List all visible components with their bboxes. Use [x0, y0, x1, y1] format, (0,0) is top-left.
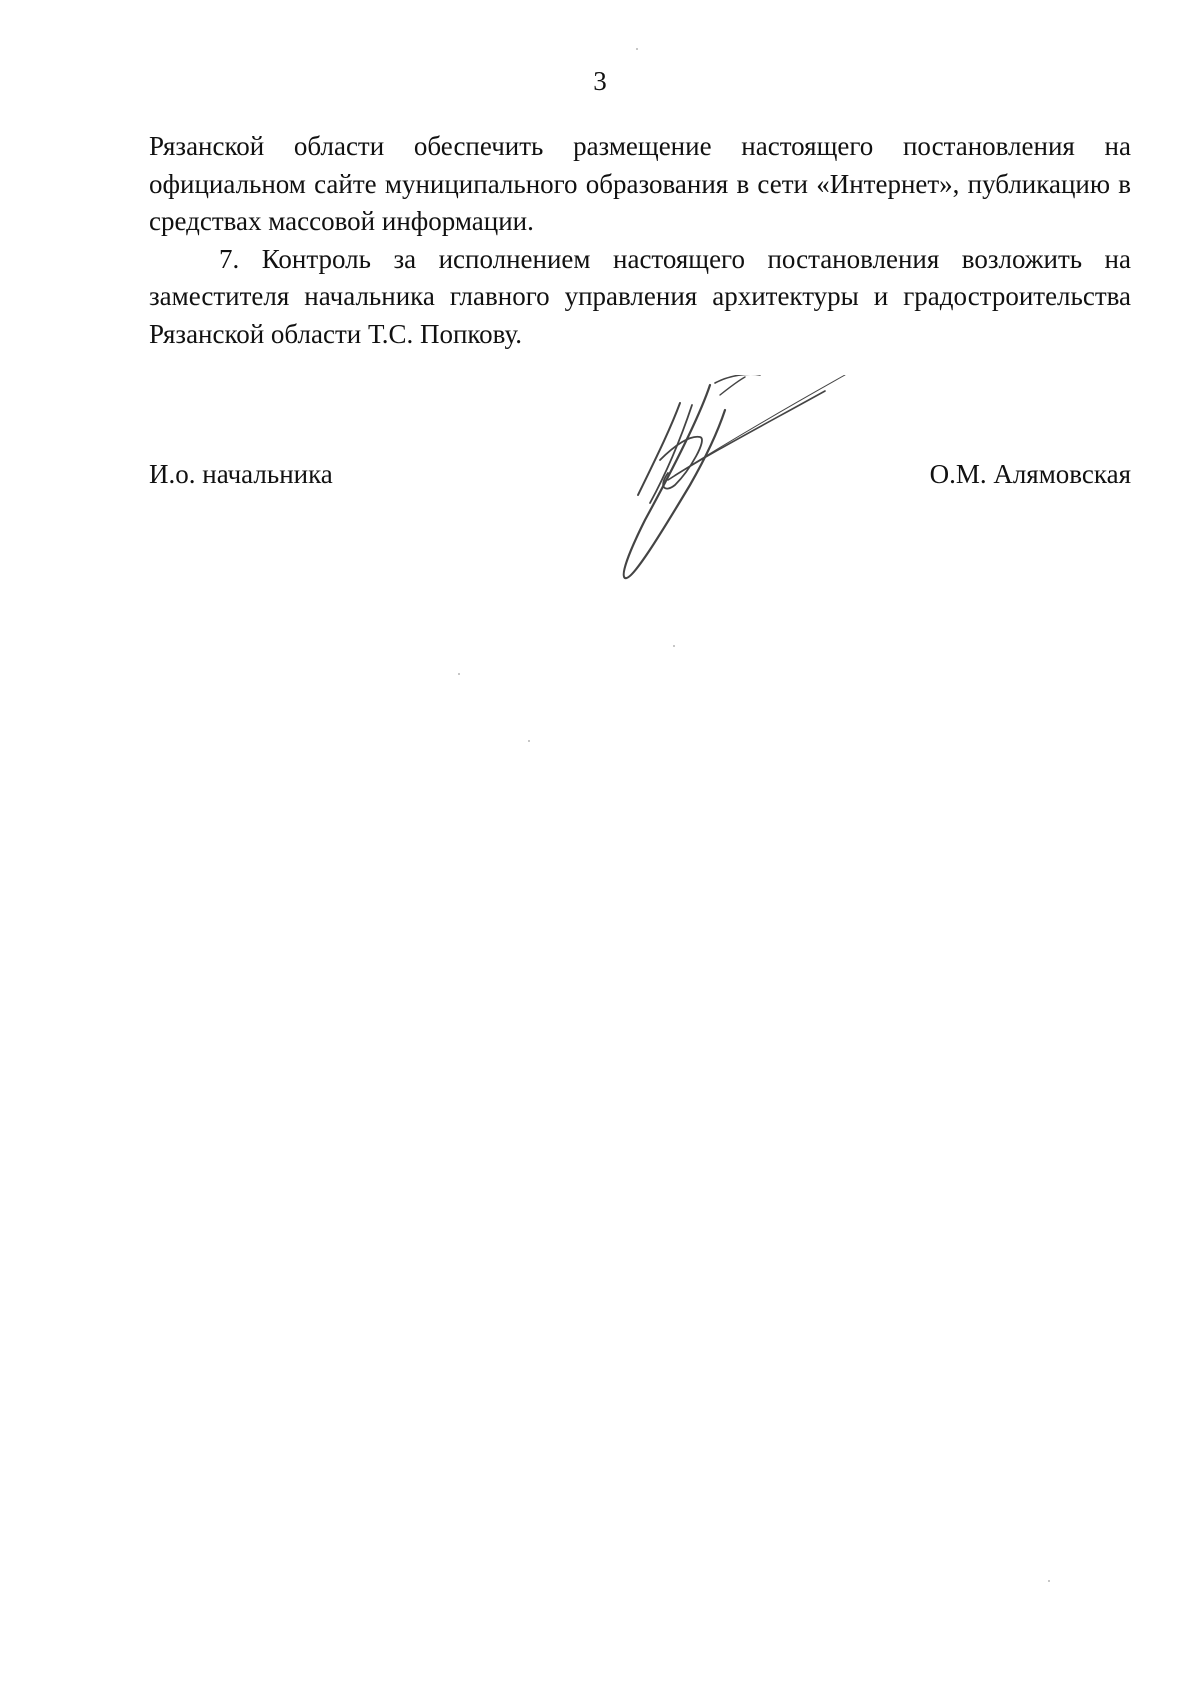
signer-title: И.о. начальника	[149, 459, 333, 489]
page-number: 3	[593, 66, 607, 96]
scan-speck	[528, 740, 530, 742]
paragraph-publication: Рязанской области обеспечить размещение настоящего постановления на официальном сайте муниципального образования в сети «Интернет», публикацию в средствах массовой информации.	[149, 131, 1131, 236]
paragraph-control: 7. Контроль за исполнением настоящего постановления возложить на заместителя начальника главного управления архитектуры и градостроительства Рязанской области Т.С. Попкову.	[149, 243, 1131, 349]
scan-speck	[636, 48, 638, 50]
scan-speck	[458, 673, 460, 675]
scan-speck	[1048, 1580, 1050, 1582]
signature-icon	[620, 375, 850, 585]
scan-speck	[673, 645, 675, 647]
document-body	[149, 128, 1131, 353]
signer-name: О.М. Алямовская	[929, 459, 1131, 489]
